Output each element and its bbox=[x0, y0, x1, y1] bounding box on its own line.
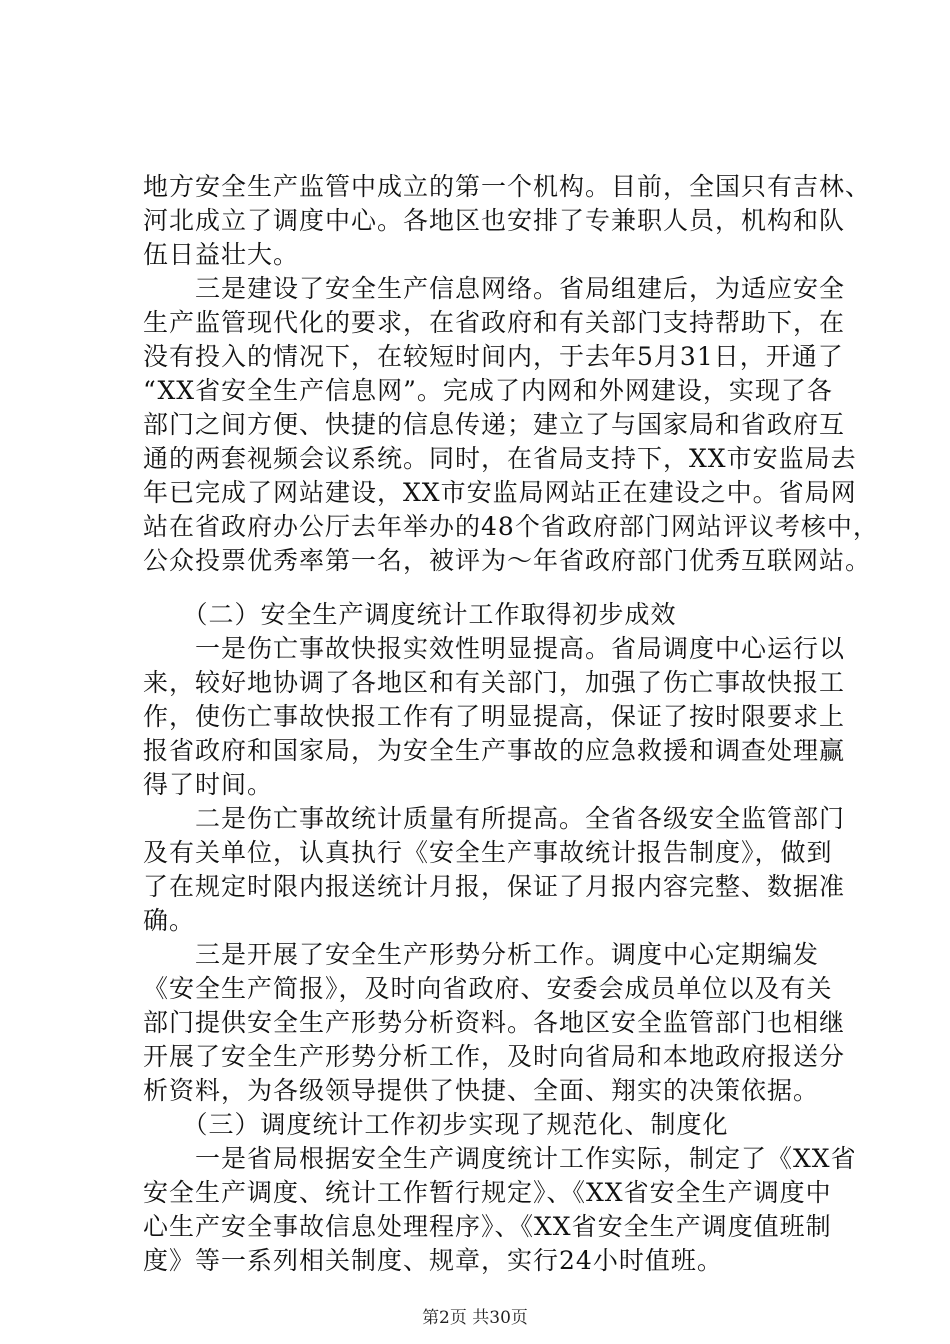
paragraph-line: 年已完成了网站建设，XX市安监局网站正在建设之中。省局网 bbox=[143, 478, 857, 507]
paragraph-line: 报省政府和国家局，为安全生产事故的应急救援和调查处理赢 bbox=[143, 736, 846, 765]
paragraph-line: 通的两套视频会议系统。同时，在省局支持下，XX市安监局去 bbox=[143, 444, 857, 473]
paragraph-line: 开展了安全生产形势分析工作，及时向省局和本地政府报送分 bbox=[143, 1042, 846, 1071]
paragraph-line: 部门提供安全生产形势分析资料。各地区安全监管部门也相继 bbox=[143, 1008, 846, 1037]
paragraph-line: 没有投入的情况下，在较短时间内，于去年5月31日，开通了 bbox=[143, 342, 844, 371]
paragraph-line: 得了时间。 bbox=[143, 770, 274, 799]
paragraph-line: 生产监管现代化的要求，在省政府和有关部门支持帮助下，在 bbox=[143, 308, 846, 337]
section-heading: （二）安全生产调度统计工作取得初步成效 bbox=[143, 600, 677, 629]
paragraph-line: 析资料，为各级领导提供了快捷、全面、翔实的决策依据。 bbox=[143, 1076, 820, 1105]
paragraph-line: 二是伤亡事故统计质量有所提高。全省各级安全监管部门 bbox=[143, 804, 846, 833]
page-number-footer: 第2页 共30页 bbox=[422, 1308, 528, 1328]
paragraph-line: 了在规定时限内报送统计月报，保证了月报内容完整、数据准 bbox=[143, 872, 846, 901]
paragraph-line: 一是省局根据安全生产调度统计工作实际，制定了《XX省 bbox=[143, 1144, 857, 1173]
paragraph-line: 站在省政府办公厅去年举办的48个省政府部门网站评议考核中， bbox=[143, 512, 879, 541]
paragraph-line: 河北成立了调度中心。各地区也安排了专兼职人员，机构和队 bbox=[143, 206, 846, 235]
section-heading: （三）调度统计工作初步实现了规范化、制度化 bbox=[143, 1110, 729, 1139]
paragraph-line: 伍日益壮大。 bbox=[143, 240, 300, 269]
paragraph-line: 《安全生产简报》，及时向省政府、安委会成员单位以及有关 bbox=[143, 974, 833, 1003]
paragraph-line: 三是建设了安全生产信息网络。省局组建后，为适应安全 bbox=[143, 274, 846, 303]
paragraph-line: 度》等一系列相关制度、规章，实行24小时值班。 bbox=[143, 1246, 723, 1275]
paragraph-line: 及有关单位，认真执行《安全生产事故统计报告制度》，做到 bbox=[143, 838, 833, 867]
paragraph-line: 确。 bbox=[143, 906, 196, 935]
paragraph-line: 安全生产调度、统计工作暂行规定》、《XX省安全生产调度中 bbox=[143, 1178, 832, 1207]
paragraph-line: 三是开展了安全生产形势分析工作。调度中心定期编发 bbox=[143, 940, 820, 969]
paragraph-line: 一是伤亡事故快报实效性明显提高。省局调度中心运行以 bbox=[143, 634, 846, 663]
paragraph-line: 部门之间方便、快捷的信息传递；建立了与国家局和省政府互 bbox=[143, 410, 846, 439]
paragraph-line: 来，较好地协调了各地区和有关部门，加强了伤亡事故快报工 bbox=[143, 668, 846, 697]
paragraph-line: “XX省安全生产信息网”。完成了内网和外网建设，实现了各 bbox=[143, 376, 833, 405]
paragraph-line: 公众投票优秀率第一名，被评为～年省政府部门优秀互联网站。 bbox=[143, 546, 872, 575]
paragraph-line: 心生产安全事故信息处理程序》、《XX省安全生产调度值班制 bbox=[143, 1212, 832, 1241]
paragraph-line: 地方安全生产监管中成立的第一个机构。目前，全国只有吉林、 bbox=[143, 172, 872, 201]
paragraph-line: 作，使伤亡事故快报工作有了明显提高，保证了按时限要求上 bbox=[143, 702, 846, 731]
